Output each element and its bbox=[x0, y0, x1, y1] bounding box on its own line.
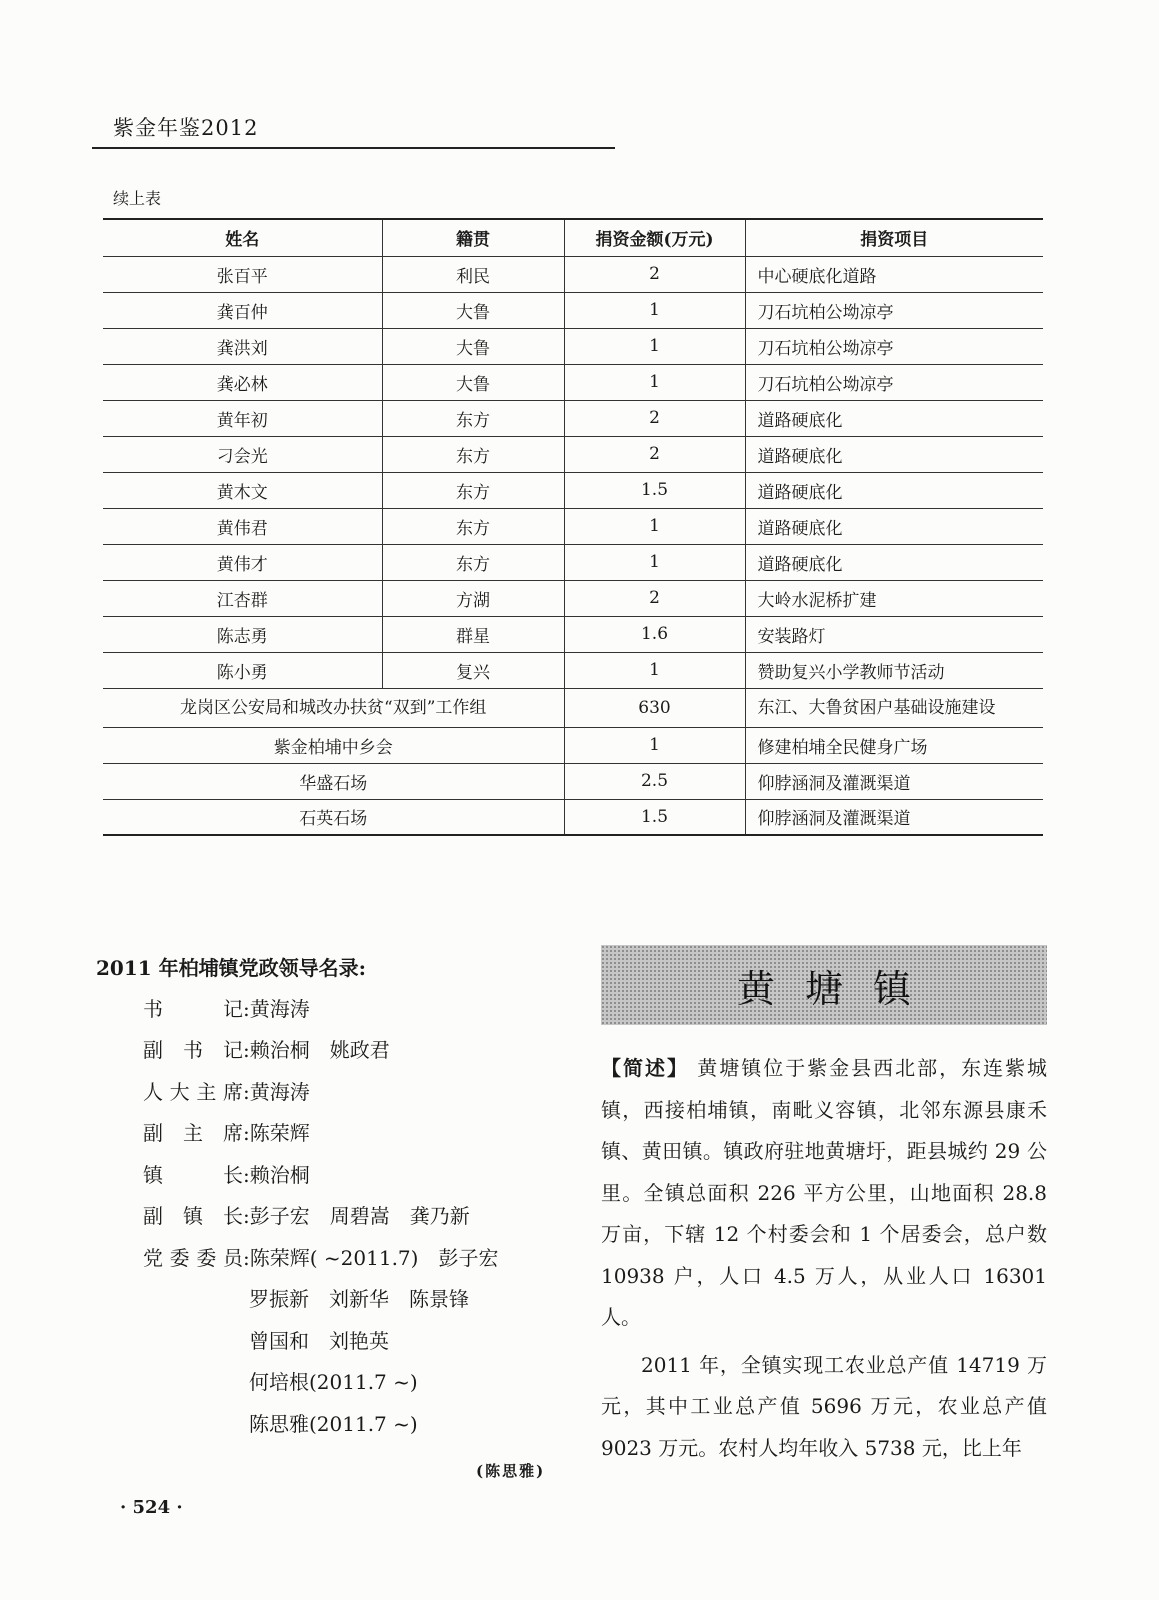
donation-amount: 1.6 bbox=[564, 616, 745, 652]
donor-name: 龚百仲 bbox=[103, 292, 382, 328]
donation-amount: 1 bbox=[564, 727, 745, 763]
column-header: 捐资项目 bbox=[745, 219, 1043, 256]
table-row bbox=[103, 727, 1043, 763]
table-row bbox=[103, 292, 1043, 328]
donation-amount: 1.5 bbox=[564, 799, 745, 835]
table-row bbox=[103, 799, 1043, 835]
running-header: 紫金年鉴2012 bbox=[113, 116, 259, 140]
donor-origin: 复兴 bbox=[382, 652, 564, 688]
leader-role: 副镇长 bbox=[143, 1204, 243, 1228]
donation-project: 道路硬底化 bbox=[745, 472, 1043, 508]
donor-name: 陈小勇 bbox=[103, 652, 382, 688]
donor-name: 黄年初 bbox=[103, 400, 382, 436]
section-title: 黄塘镇 bbox=[736, 966, 941, 1011]
leader-names: 黄海涛 bbox=[249, 997, 310, 1021]
column-header: 籍贯 bbox=[382, 219, 564, 256]
table-row bbox=[103, 328, 1043, 364]
leader-names: 赖治桐 bbox=[249, 1163, 310, 1187]
leader-continuation: 曾国和 刘艳英 bbox=[249, 1329, 389, 1353]
donation-project: 赞助复兴小学教师节活动 bbox=[745, 652, 1043, 688]
donation-project: 中心硬底化道路 bbox=[745, 256, 1043, 292]
leader-role: 党委委员 bbox=[143, 1246, 243, 1270]
donation-project: 道路硬底化 bbox=[745, 400, 1043, 436]
donor-origin: 大鲁 bbox=[382, 364, 564, 400]
donor-name: 龚洪刘 bbox=[103, 328, 382, 364]
table-row bbox=[103, 616, 1043, 652]
table-row bbox=[103, 364, 1043, 400]
donation-amount: 1 bbox=[564, 652, 745, 688]
donation-table bbox=[103, 218, 1043, 836]
leader-row: 书记:黄海涛 bbox=[143, 993, 310, 1022]
table-row bbox=[103, 508, 1043, 544]
leaders-title: 2011 年柏埔镇党政领导名录: bbox=[96, 956, 367, 980]
donation-project: 仰脖涵洞及灌溉渠道 bbox=[745, 799, 1043, 835]
leader-continuation: 陈思雅(2011.7 ~) bbox=[249, 1412, 418, 1436]
donor-name: 黄伟才 bbox=[103, 544, 382, 580]
summary-label: 【简述】 bbox=[601, 1056, 689, 1080]
leader-names: 黄海涛 bbox=[249, 1080, 310, 1104]
donation-amount: 2.5 bbox=[564, 763, 745, 799]
leader-row: 副镇长:彭子宏 周碧嵩 龚乃新 bbox=[143, 1200, 470, 1229]
donor-name: 黄木文 bbox=[103, 472, 382, 508]
donation-amount: 2 bbox=[564, 580, 745, 616]
donation-project: 刀石坑柏公坳凉亭 bbox=[745, 328, 1043, 364]
table-row bbox=[103, 580, 1043, 616]
donor-origin: 利民 bbox=[382, 256, 564, 292]
donor-origin: 群星 bbox=[382, 616, 564, 652]
leader-row: 副书记:赖治桐 姚政君 bbox=[143, 1034, 390, 1063]
leader-names: 陈荣辉 bbox=[249, 1121, 310, 1145]
section-body bbox=[601, 1048, 1047, 1469]
leader-role: 人大主席 bbox=[143, 1080, 243, 1104]
donor-name: 龙岗区公安局和城改办扶贫“双到”工作组 bbox=[103, 688, 564, 727]
page-number: · 524 · bbox=[120, 1497, 183, 1518]
body-paragraph bbox=[601, 1048, 1047, 1339]
donor-origin: 东方 bbox=[382, 508, 564, 544]
donation-amount: 1 bbox=[564, 508, 745, 544]
donation-amount: 1.5 bbox=[564, 472, 745, 508]
donation-project: 东江、大鲁贫困户基础设施建设 bbox=[745, 688, 1043, 727]
section-heading-box bbox=[601, 945, 1047, 1025]
table-row bbox=[103, 688, 1043, 727]
table-row bbox=[103, 652, 1043, 688]
table-caption: 续上表 bbox=[113, 189, 162, 208]
donor-name: 石英石场 bbox=[103, 799, 564, 835]
donor-name: 张百平 bbox=[103, 256, 382, 292]
donation-project: 仰脖涵洞及灌溉渠道 bbox=[745, 763, 1043, 799]
donor-origin: 东方 bbox=[382, 400, 564, 436]
leader-role: 副主席 bbox=[143, 1121, 243, 1145]
donation-project: 刀石坑柏公坳凉亭 bbox=[745, 292, 1043, 328]
leader-row: 人大主席:黄海涛 bbox=[143, 1076, 310, 1105]
donor-origin: 方湖 bbox=[382, 580, 564, 616]
summary-text: 黄塘镇位于紫金县西北部，东连紫城镇，西接柏埔镇，南毗义容镇，北邻东源县康禾镇、黄田镇。镇政府驻地黄塘圩，距县城约 29 公里。全镇总面积 226 平方公里，山地面积 28.8 万亩，下辖 12 个村委会和 1 个居委会，总户数 10938 户，人口 4.5 万人，从业人口 16301 人。 bbox=[601, 1056, 1048, 1329]
donation-project: 大岭水泥桥扩建 bbox=[745, 580, 1043, 616]
donor-origin: 东方 bbox=[382, 436, 564, 472]
donation-amount: 2 bbox=[564, 436, 745, 472]
donor-origin: 大鲁 bbox=[382, 328, 564, 364]
leader-role: 书记 bbox=[143, 997, 243, 1021]
body-paragraph: 2011 年，全镇实现工农业总产值 14719 万元，其中工业总产值 5696 万元，农业总产值 9023 万元。农村人均年收入 5738 元，比上年 bbox=[601, 1352, 1047, 1460]
leader-names: 彭子宏 周碧嵩 龚乃新 bbox=[249, 1204, 470, 1228]
donor-name: 刁会光 bbox=[103, 436, 382, 472]
donor-name: 紫金柏埔中乡会 bbox=[103, 727, 564, 763]
table-row bbox=[103, 472, 1043, 508]
donor-name: 陈志勇 bbox=[103, 616, 382, 652]
donation-amount: 630 bbox=[564, 688, 745, 727]
donation-project: 道路硬底化 bbox=[745, 436, 1043, 472]
donation-amount: 1 bbox=[564, 544, 745, 580]
donation-project: 刀石坑柏公坳凉亭 bbox=[745, 364, 1043, 400]
leader-row: 镇长:赖治桐 bbox=[143, 1159, 310, 1188]
table-header-row bbox=[103, 219, 1043, 256]
donation-amount: 1 bbox=[564, 364, 745, 400]
donation-amount: 2 bbox=[564, 400, 745, 436]
table-row bbox=[103, 400, 1043, 436]
donation-amount: 1 bbox=[564, 292, 745, 328]
author-credit: (陈思雅) bbox=[476, 1462, 546, 1480]
donor-origin: 大鲁 bbox=[382, 292, 564, 328]
donor-name: 龚必林 bbox=[103, 364, 382, 400]
donation-amount: 2 bbox=[564, 256, 745, 292]
donor-name: 江杏群 bbox=[103, 580, 382, 616]
donation-project: 道路硬底化 bbox=[745, 508, 1043, 544]
table-row bbox=[103, 256, 1043, 292]
leader-row: 党委委员:陈荣辉( ~2011.7) 彭子宏 bbox=[143, 1242, 498, 1271]
donor-name: 黄伟君 bbox=[103, 508, 382, 544]
donation-project: 修建柏埔全民健身广场 bbox=[745, 727, 1043, 763]
table-row bbox=[103, 544, 1043, 580]
donor-origin: 东方 bbox=[382, 544, 564, 580]
leader-role: 副书记 bbox=[143, 1038, 243, 1062]
column-header: 捐资金额(万元) bbox=[564, 219, 745, 256]
leader-names: 赖治桐 姚政君 bbox=[249, 1038, 390, 1062]
header-rule bbox=[92, 147, 615, 149]
column-header: 姓名 bbox=[103, 219, 382, 256]
donor-name: 华盛石场 bbox=[103, 763, 564, 799]
leader-continuation: 何培根(2011.7 ~) bbox=[249, 1370, 418, 1394]
leader-continuation: 罗振新 刘新华 陈景锋 bbox=[249, 1287, 469, 1311]
table-row bbox=[103, 436, 1043, 472]
leader-role: 镇长 bbox=[143, 1163, 243, 1187]
donation-amount: 1 bbox=[564, 328, 745, 364]
leader-row: 副主席:陈荣辉 bbox=[143, 1117, 310, 1146]
donation-project: 安装路灯 bbox=[745, 616, 1043, 652]
leader-names: 陈荣辉( ~2011.7) 彭子宏 bbox=[249, 1246, 499, 1270]
donor-origin: 东方 bbox=[382, 472, 564, 508]
donation-project: 道路硬底化 bbox=[745, 544, 1043, 580]
table-row bbox=[103, 763, 1043, 799]
